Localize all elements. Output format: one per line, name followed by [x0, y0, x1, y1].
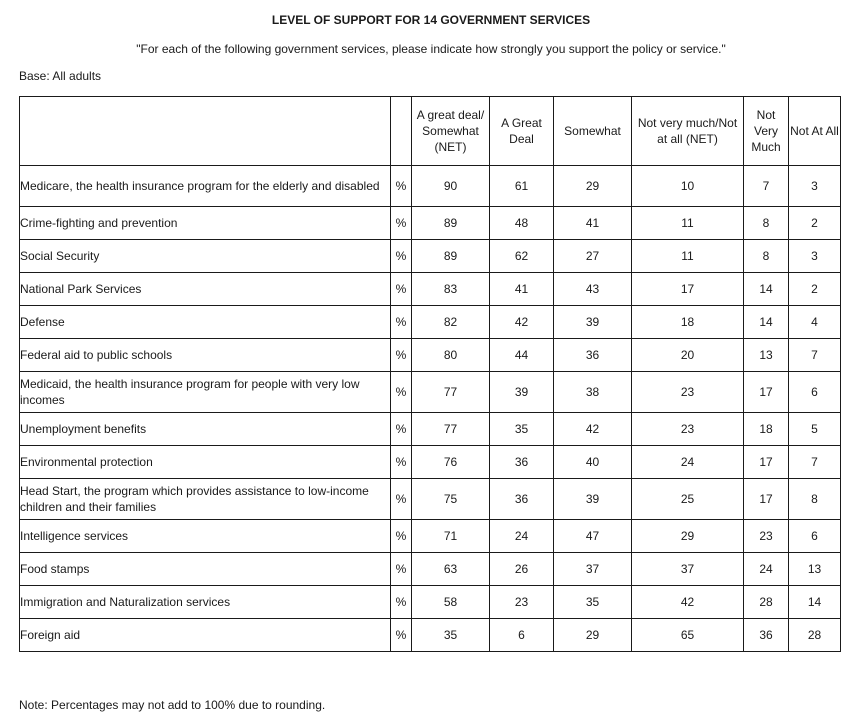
- table-row: [20, 306, 841, 339]
- not-very-much-cell: 13: [744, 339, 789, 372]
- net-support-cell: 80: [412, 339, 490, 372]
- net-support-cell: 75: [412, 479, 490, 520]
- not-at-all-cell: 13: [789, 553, 841, 586]
- net-support-cell: 90: [412, 166, 490, 207]
- pct-cell: %: [391, 372, 412, 413]
- col-header-not-very-much: Not Very Much: [744, 97, 789, 166]
- table-row: [20, 339, 841, 372]
- col-header-not-very-not-at-all-net: Not very much/Not at all (NET): [632, 97, 744, 166]
- great-deal-cell: 35: [490, 413, 554, 446]
- net-support-cell: 77: [412, 372, 490, 413]
- not-very-much-cell: 36: [744, 619, 789, 652]
- service-label: Head Start, the program which provides assistance to low-income children and their families: [20, 479, 391, 520]
- table-row: [20, 553, 841, 586]
- net-oppose-cell: 20: [632, 339, 744, 372]
- net-oppose-cell: 42: [632, 586, 744, 619]
- great-deal-cell: 42: [490, 306, 554, 339]
- service-label: Medicaid, the health insurance program for people with very low incomes: [20, 372, 391, 413]
- table-row: [20, 520, 841, 553]
- table-row: [20, 446, 841, 479]
- great-deal-cell: 23: [490, 586, 554, 619]
- service-label: Food stamps: [20, 553, 391, 586]
- support-table: [19, 96, 841, 652]
- net-support-cell: 89: [412, 240, 490, 273]
- pct-cell: %: [391, 339, 412, 372]
- somewhat-cell: 29: [554, 166, 632, 207]
- somewhat-cell: 27: [554, 240, 632, 273]
- table-row: [20, 619, 841, 652]
- somewhat-cell: 47: [554, 520, 632, 553]
- col-header-great-somewhat-net: A great deal/ Somewhat (NET): [412, 97, 490, 166]
- not-at-all-cell: 3: [789, 166, 841, 207]
- net-oppose-cell: 25: [632, 479, 744, 520]
- net-support-cell: 89: [412, 207, 490, 240]
- net-oppose-cell: 18: [632, 306, 744, 339]
- not-at-all-cell: 14: [789, 586, 841, 619]
- net-support-cell: 35: [412, 619, 490, 652]
- somewhat-cell: 41: [554, 207, 632, 240]
- not-very-much-cell: 8: [744, 207, 789, 240]
- great-deal-cell: 39: [490, 372, 554, 413]
- net-support-cell: 63: [412, 553, 490, 586]
- not-at-all-cell: 6: [789, 372, 841, 413]
- service-label: Federal aid to public schools: [20, 339, 391, 372]
- great-deal-cell: 6: [490, 619, 554, 652]
- somewhat-cell: 43: [554, 273, 632, 306]
- great-deal-cell: 62: [490, 240, 554, 273]
- somewhat-cell: 29: [554, 619, 632, 652]
- table-row: [20, 240, 841, 273]
- pct-cell: %: [391, 306, 412, 339]
- not-at-all-cell: 8: [789, 479, 841, 520]
- not-very-much-cell: 14: [744, 273, 789, 306]
- table-row: [20, 166, 841, 207]
- header-blank-pct: [391, 97, 412, 166]
- table-row: [20, 479, 841, 520]
- not-at-all-cell: 7: [789, 339, 841, 372]
- net-oppose-cell: 10: [632, 166, 744, 207]
- table-row: [20, 372, 841, 413]
- service-label: Unemployment benefits: [20, 413, 391, 446]
- col-header-not-at-all: Not At All: [789, 97, 841, 166]
- somewhat-cell: 42: [554, 413, 632, 446]
- net-support-cell: 58: [412, 586, 490, 619]
- net-support-cell: 77: [412, 413, 490, 446]
- service-label: Intelligence services: [20, 520, 391, 553]
- net-oppose-cell: 29: [632, 520, 744, 553]
- service-label: National Park Services: [20, 273, 391, 306]
- great-deal-cell: 36: [490, 479, 554, 520]
- not-at-all-cell: 2: [789, 273, 841, 306]
- net-oppose-cell: 23: [632, 413, 744, 446]
- great-deal-cell: 48: [490, 207, 554, 240]
- service-label: Defense: [20, 306, 391, 339]
- great-deal-cell: 61: [490, 166, 554, 207]
- net-oppose-cell: 11: [632, 240, 744, 273]
- header-row: [20, 97, 841, 166]
- header-blank: [20, 97, 391, 166]
- table-row: [20, 207, 841, 240]
- net-support-cell: 71: [412, 520, 490, 553]
- pct-cell: %: [391, 586, 412, 619]
- not-very-much-cell: 24: [744, 553, 789, 586]
- not-at-all-cell: 3: [789, 240, 841, 273]
- net-oppose-cell: 37: [632, 553, 744, 586]
- net-oppose-cell: 17: [632, 273, 744, 306]
- great-deal-cell: 24: [490, 520, 554, 553]
- pct-cell: %: [391, 166, 412, 207]
- not-very-much-cell: 7: [744, 166, 789, 207]
- service-label: Environmental protection: [20, 446, 391, 479]
- net-support-cell: 83: [412, 273, 490, 306]
- pct-cell: %: [391, 479, 412, 520]
- pct-cell: %: [391, 553, 412, 586]
- great-deal-cell: 36: [490, 446, 554, 479]
- somewhat-cell: 39: [554, 479, 632, 520]
- service-label: Crime-fighting and prevention: [20, 207, 391, 240]
- net-oppose-cell: 65: [632, 619, 744, 652]
- question-text: "For each of the following government services, please indicate how strongly you support the policy or service.": [136, 42, 726, 56]
- net-oppose-cell: 11: [632, 207, 744, 240]
- not-at-all-cell: 4: [789, 306, 841, 339]
- service-label: Medicare, the health insurance program for the elderly and disabled: [20, 166, 391, 207]
- table-row: [20, 273, 841, 306]
- base-note: Base: All adults: [19, 69, 102, 83]
- rounding-note: Note: Percentages may not add to 100% due to rounding.: [19, 698, 326, 712]
- not-at-all-cell: 6: [789, 520, 841, 553]
- pct-cell: %: [391, 520, 412, 553]
- not-at-all-cell: 2: [789, 207, 841, 240]
- pct-cell: %: [391, 413, 412, 446]
- service-label: Immigration and Naturalization services: [20, 586, 391, 619]
- pct-cell: %: [391, 273, 412, 306]
- table-row: [20, 413, 841, 446]
- somewhat-cell: 36: [554, 339, 632, 372]
- col-header-somewhat: Somewhat: [554, 97, 632, 166]
- not-very-much-cell: 8: [744, 240, 789, 273]
- great-deal-cell: 41: [490, 273, 554, 306]
- service-label: Social Security: [20, 240, 391, 273]
- net-oppose-cell: 24: [632, 446, 744, 479]
- great-deal-cell: 26: [490, 553, 554, 586]
- not-at-all-cell: 7: [789, 446, 841, 479]
- great-deal-cell: 44: [490, 339, 554, 372]
- net-support-cell: 82: [412, 306, 490, 339]
- not-very-much-cell: 17: [744, 446, 789, 479]
- not-very-much-cell: 18: [744, 413, 789, 446]
- not-at-all-cell: 5: [789, 413, 841, 446]
- somewhat-cell: 35: [554, 586, 632, 619]
- not-very-much-cell: 14: [744, 306, 789, 339]
- pct-cell: %: [391, 240, 412, 273]
- not-very-much-cell: 23: [744, 520, 789, 553]
- service-label: Foreign aid: [20, 619, 391, 652]
- pct-cell: %: [391, 207, 412, 240]
- not-very-much-cell: 17: [744, 372, 789, 413]
- pct-cell: %: [391, 446, 412, 479]
- not-very-much-cell: 17: [744, 479, 789, 520]
- net-support-cell: 76: [412, 446, 490, 479]
- col-header-great-deal: A Great Deal: [490, 97, 554, 166]
- somewhat-cell: 37: [554, 553, 632, 586]
- somewhat-cell: 38: [554, 372, 632, 413]
- not-very-much-cell: 28: [744, 586, 789, 619]
- table-row: [20, 586, 841, 619]
- somewhat-cell: 40: [554, 446, 632, 479]
- not-at-all-cell: 28: [789, 619, 841, 652]
- pct-cell: %: [391, 619, 412, 652]
- net-oppose-cell: 23: [632, 372, 744, 413]
- somewhat-cell: 39: [554, 306, 632, 339]
- report-title: LEVEL OF SUPPORT FOR 14 GOVERNMENT SERVICES: [271, 13, 591, 27]
